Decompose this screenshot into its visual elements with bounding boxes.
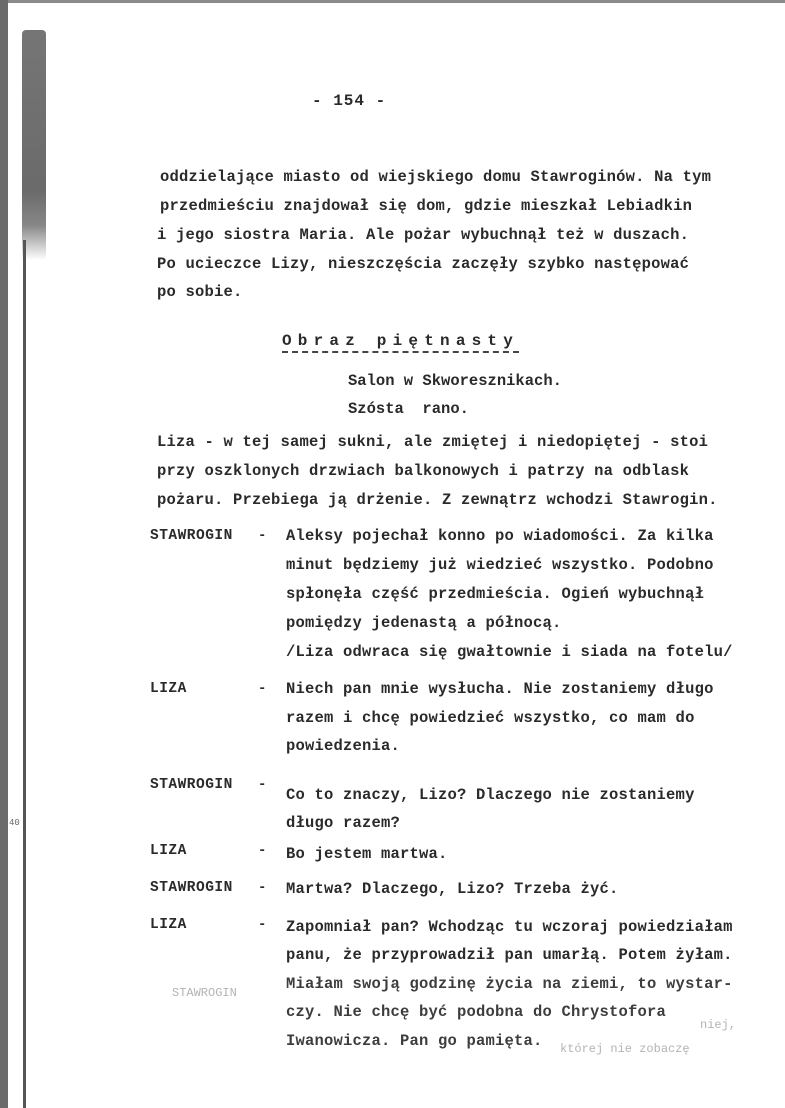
speech-line: powiedzenia. [286, 737, 401, 755]
speech-line: pomiędzy jedenastą a północą. [286, 614, 562, 632]
speech-stage-direction: /Liza odwraca się gwałtownie i siada na fotelu/ [286, 643, 733, 661]
speech-line: Iwanowicza. Pan go pamięta. [286, 1032, 543, 1050]
binding-smudge [22, 30, 46, 260]
bleed-through-text: niej, [700, 1018, 737, 1032]
speech-line: Co to znaczy, Lizo? Dlaczego nie zostaniemy [286, 786, 695, 804]
speech-line: Martwa? Dlaczego, Lizo? Trzeba żyć. [286, 880, 619, 898]
speaker-name: LIZA [150, 843, 187, 859]
speech-line: spłonęła część przedmieścia. Ogień wybuchnął [286, 585, 705, 603]
speech-line: panu, że przyprowadził pan umarłą. Potem żyłam. [286, 946, 733, 964]
page-number: - 154 - [312, 92, 387, 110]
stage-direction-line: przy oszklonych drzwiach balkonowych i patrzy na odblask [157, 462, 690, 480]
intro-line: po sobie. [157, 283, 243, 301]
speech-line: razem i chcę powiedzieć wszystko, co mam do [286, 709, 695, 727]
scan-top-edge [0, 0, 785, 3]
scene-title: Obraz piętnasty [282, 332, 519, 353]
speaker-dash: - [258, 917, 267, 933]
intro-line: i jego siostra Maria. Ale pożar wybuchnął też w duszach. [157, 226, 690, 244]
scan-left-edge [0, 0, 8, 1108]
speaker-dash: - [258, 681, 267, 697]
intro-line: oddzielające miasto od wiejskiego domu Stawroginów. Na tym [160, 168, 712, 186]
intro-line: przedmieściu znajdował się dom, gdzie mieszkał Lebiadkin [160, 197, 693, 215]
speaker-name: LIZA [150, 917, 187, 933]
speaker-dash: - [258, 777, 267, 793]
speech-line: Zapomniał pan? Wchodząc tu wczoraj powiedziałam [286, 918, 733, 936]
speaker-dash: - [258, 880, 267, 896]
intro-line: Po ucieczce Lizy, nieszczęścia zaczęły szybko następować [157, 255, 690, 273]
speech-line: Miałam swoją godzinę życia na ziemi, to wystar- [286, 975, 733, 993]
bleed-through-text: STAWROGIN [172, 986, 237, 1000]
scene-setting-place: Salon w Skworesznikach. [348, 372, 562, 390]
speech-line: długo razem? [286, 814, 401, 832]
speech-line: minut będziemy już wiedzieć wszystko. Podobno [286, 556, 714, 574]
margin-mark: 40 [9, 818, 20, 828]
speech-line: Bo jestem martwa. [286, 845, 448, 863]
stage-direction-line: pożaru. Przebiega ją drżenie. Z zewnątrz wchodzi Stawrogin. [157, 491, 718, 509]
speaker-name: LIZA [150, 681, 187, 697]
speaker-dash: - [258, 843, 267, 859]
speaker-dash: - [258, 528, 267, 544]
speaker-name: STAWROGIN [150, 777, 233, 793]
speaker-name: STAWROGIN [150, 880, 233, 896]
binding-line [23, 240, 26, 1108]
stage-direction-line: Liza - w tej samej sukni, ale zmiętej i niedopiętej - stoi [157, 433, 709, 451]
speech-line: Niech pan mnie wysłucha. Nie zostaniemy długo [286, 680, 714, 698]
bleed-through-text: której nie zobaczę [560, 1042, 690, 1056]
speech-line: czy. Nie chcę być podobna do Chrystofora [286, 1003, 667, 1021]
speaker-name: STAWROGIN [150, 528, 233, 544]
speech-line: Aleksy pojechał konno po wiadomości. Za kilka [286, 527, 714, 545]
scene-setting-time: Szósta rano. [348, 400, 469, 418]
